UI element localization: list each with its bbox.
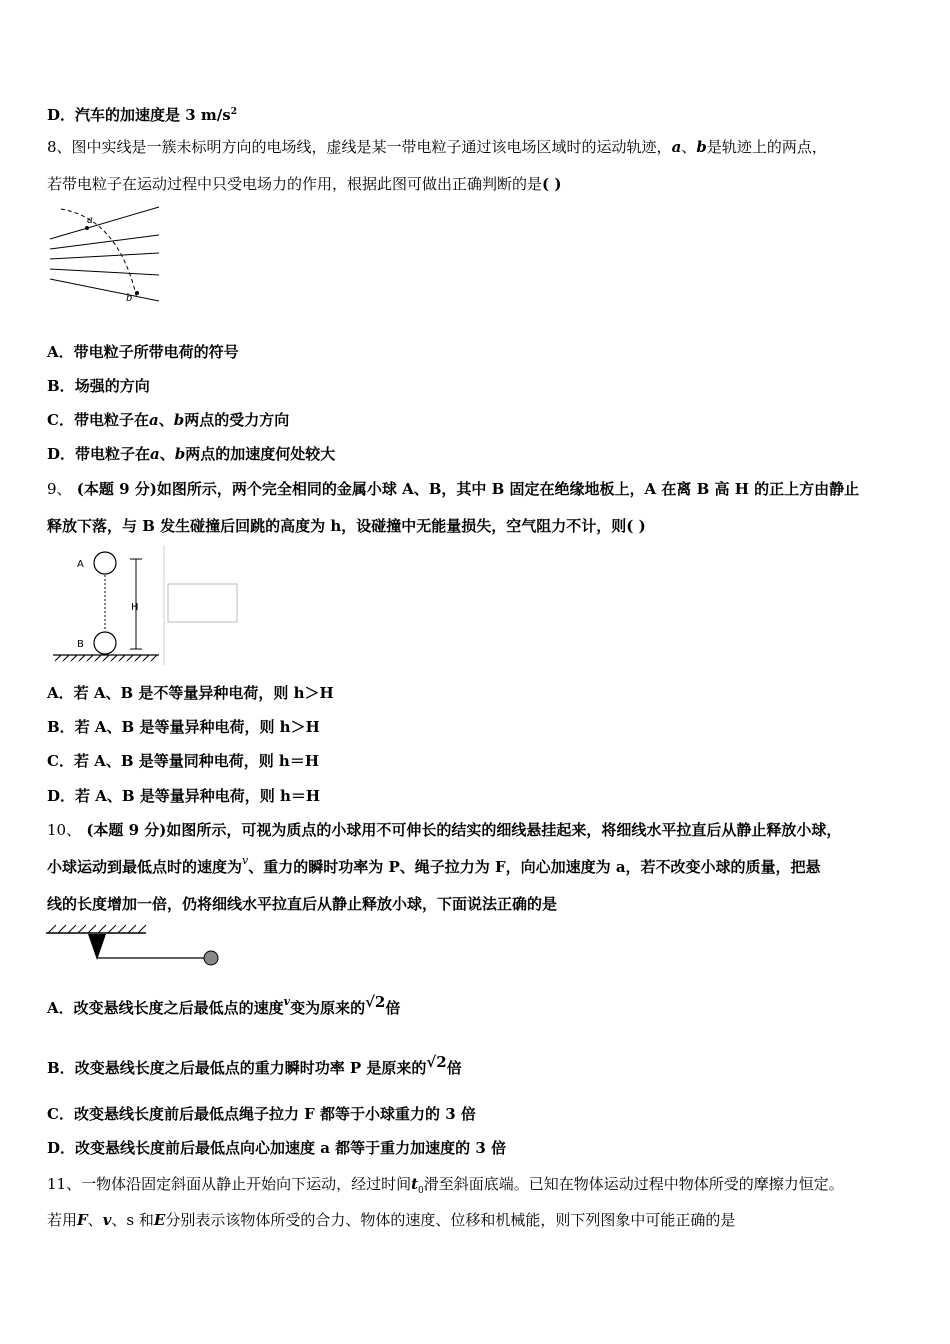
stem-text: 分别表示该物体所受的合力、物体的速度、位移和机械能，则下列图象中可能正确的是 [165,1211,736,1229]
option-value: 3 m/s [185,106,231,124]
option-label: B． [47,718,75,736]
stem-text: 一物体沿固定斜面从静止开始向下运动，经过时间 [81,1175,412,1193]
field-line [50,207,159,239]
option-text: 场强的方向 [74,377,150,395]
point-a-dot [85,226,89,230]
option-text: 带电粒子在 [73,411,149,429]
q8-option-a [47,342,239,362]
option-text: 带电粒子所带电荷的符号 [73,343,239,361]
q9-option-d [47,786,320,806]
q11-stem-line1 [47,1174,844,1201]
separator: 、s 和 [111,1211,154,1229]
option-label: C． [47,411,74,429]
q10-option-c [47,1104,476,1124]
q10-option-a [47,993,401,1020]
point-b: b [173,411,185,429]
answer-paren: ( ) [542,175,562,193]
option-text: 两点的加速度何处较大 [185,445,336,463]
label-a: a [87,215,93,226]
stem-text: 图中实线是一簇未标明方向的电场线，虚线是某一带电粒子通过该电场区域时的运动轨迹， [71,138,672,156]
point-b-dot [135,291,139,295]
q8-stem-line1 [47,137,827,157]
point-b: b [174,445,186,463]
stem-text: 若带电粒子在运动过程中只受电场力的作用，根据此图可做出正确判断的是 [47,175,543,193]
option-label: C． [47,1105,74,1123]
force-symbol: F [77,1211,88,1229]
label-h: H [131,602,139,613]
field-line [50,269,159,275]
field-line [50,253,159,259]
option-text: 改变悬线长度前后最低点向心加速度 a 都等于重力加速度的 3 倍 [75,1139,507,1157]
point-a: a [150,445,160,463]
field-line [50,235,159,249]
ball [204,951,218,965]
question-number: 9、 [47,480,72,498]
q10-stem-line1 [47,820,841,840]
velocity-symbol: v [102,1211,112,1229]
separator: 、 [159,445,175,463]
blank-box [168,584,237,622]
label-b: B [77,639,84,650]
q9-stem-line2 [47,516,646,536]
option-text: 倍 [385,999,401,1017]
trajectory-line [61,209,137,299]
option-label: D． [47,445,76,463]
point-b: b [696,138,707,156]
option-text: 变为原来的 [290,999,366,1017]
velocity-symbol: v [242,854,249,867]
q9-stem-line1 [47,479,859,499]
q8-option-d [47,444,335,464]
separator: 、 [158,411,174,429]
energy-symbol: E [153,1211,166,1229]
exponent: 2 [230,107,237,117]
time-symbol: t [411,1175,419,1193]
stem-text: 小球运动到最低点时的速度为 [47,858,243,876]
q8-option-b [47,376,150,396]
label-a: A [77,559,84,570]
velocity-symbol: v [283,995,291,1008]
question-number: 11、 [47,1175,82,1193]
option-label: A． [47,684,74,702]
stem-text: 、重力的瞬时功率为 P、绳子拉力为 F，向心加速度为 a，若不改变小球的质量，把悬 [248,858,821,876]
stem-text: 滑至斜面底端。已知在物体运动过程中物体所受的摩擦力恒定。 [423,1175,844,1193]
option-label: D． [47,787,76,805]
q10-option-b [47,1053,462,1078]
field-line [50,279,159,301]
q9-option-b [47,717,320,737]
ball-a [94,552,116,574]
question-number: 8、 [47,138,72,156]
q9-option-c [47,751,319,771]
sqrt-two: √2 [365,993,386,1011]
q9-option-a [47,683,334,703]
option-text: 带电粒子在 [75,445,151,463]
stem-text: 线的长度增加一倍，仍将细线水平拉直后从静止释放小球，下面说法正确的是 [47,895,558,913]
separator: 、 [681,138,697,156]
point-a: a [671,138,682,156]
q10-stem-line2 [47,854,821,879]
collision-figure [47,545,242,667]
option-label: A． [47,999,74,1017]
option-text: 若 A、B 是等量同种电荷，则 h＝H [73,752,320,770]
q10-option-d [47,1138,506,1158]
stem-text: (本题 9 分)如图所示，两个完全相同的金属小球 A、B，其中 B 固定在绝缘地板上，A 在离 B 高 H 的正上方由静止 [71,480,860,498]
ground-hatch [55,655,157,661]
option-label: A． [47,343,74,361]
pendulum-figure [44,924,224,970]
q10-stem-line3 [47,894,557,914]
option-text: 两点的受力方向 [184,411,290,429]
separator: 、 [87,1211,103,1229]
stem-text: 是轨迹上的两点， [706,138,827,156]
option-text: 汽车的加速度是 [75,106,181,124]
option-label: B． [47,1059,75,1077]
sqrt-two: √2 [426,1053,447,1071]
ball-b [94,632,116,654]
q8-stem-line2 [47,174,561,194]
option-label: D． [47,106,76,124]
question-number: 10、 [47,821,82,839]
option-label: B． [47,377,75,395]
stem-text: 若用 [47,1211,78,1229]
option-text: 若 A、B 是不等量异种电荷，则 h＞H [73,684,334,702]
stem-text: 释放下落，与 B 发生碰撞后回跳的高度为 h，设碰撞中无能量损失，空气阻力不计，则( ) [47,517,646,535]
option-text: 改变悬线长度之后最低点的速度 [73,999,284,1017]
pivot-clamp [88,934,106,960]
option-label: C． [47,752,74,770]
ceiling-hatch [48,925,146,933]
option-text: 倍 [446,1059,462,1077]
option-text: 若 A、B 是等量异种电荷，则 h＞H [74,718,320,736]
point-a: a [148,411,159,429]
time-subscript: 0 [418,1186,424,1196]
option-text: 改变悬线长度之后最低点的重力瞬时功率 P 是原来的 [74,1059,427,1077]
q7-option-d [47,102,237,125]
q8-option-c [47,410,289,430]
label-b: b [126,293,133,304]
electric-field-figure [47,203,167,308]
stem-text: (本题 9 分)如图所示，可视为质点的小球用不可伸长的结实的细线悬挂起来，将细线水平拉直后从静止释放小球， [81,821,842,839]
option-label: D． [47,1139,76,1157]
q11-stem-line2 [47,1210,735,1230]
option-text: 改变悬线长度前后最低点绳子拉力 F 都等于小球重力的 3 倍 [73,1105,476,1123]
option-text: 若 A、B 是等量异种电荷，则 h＝H [75,787,321,805]
